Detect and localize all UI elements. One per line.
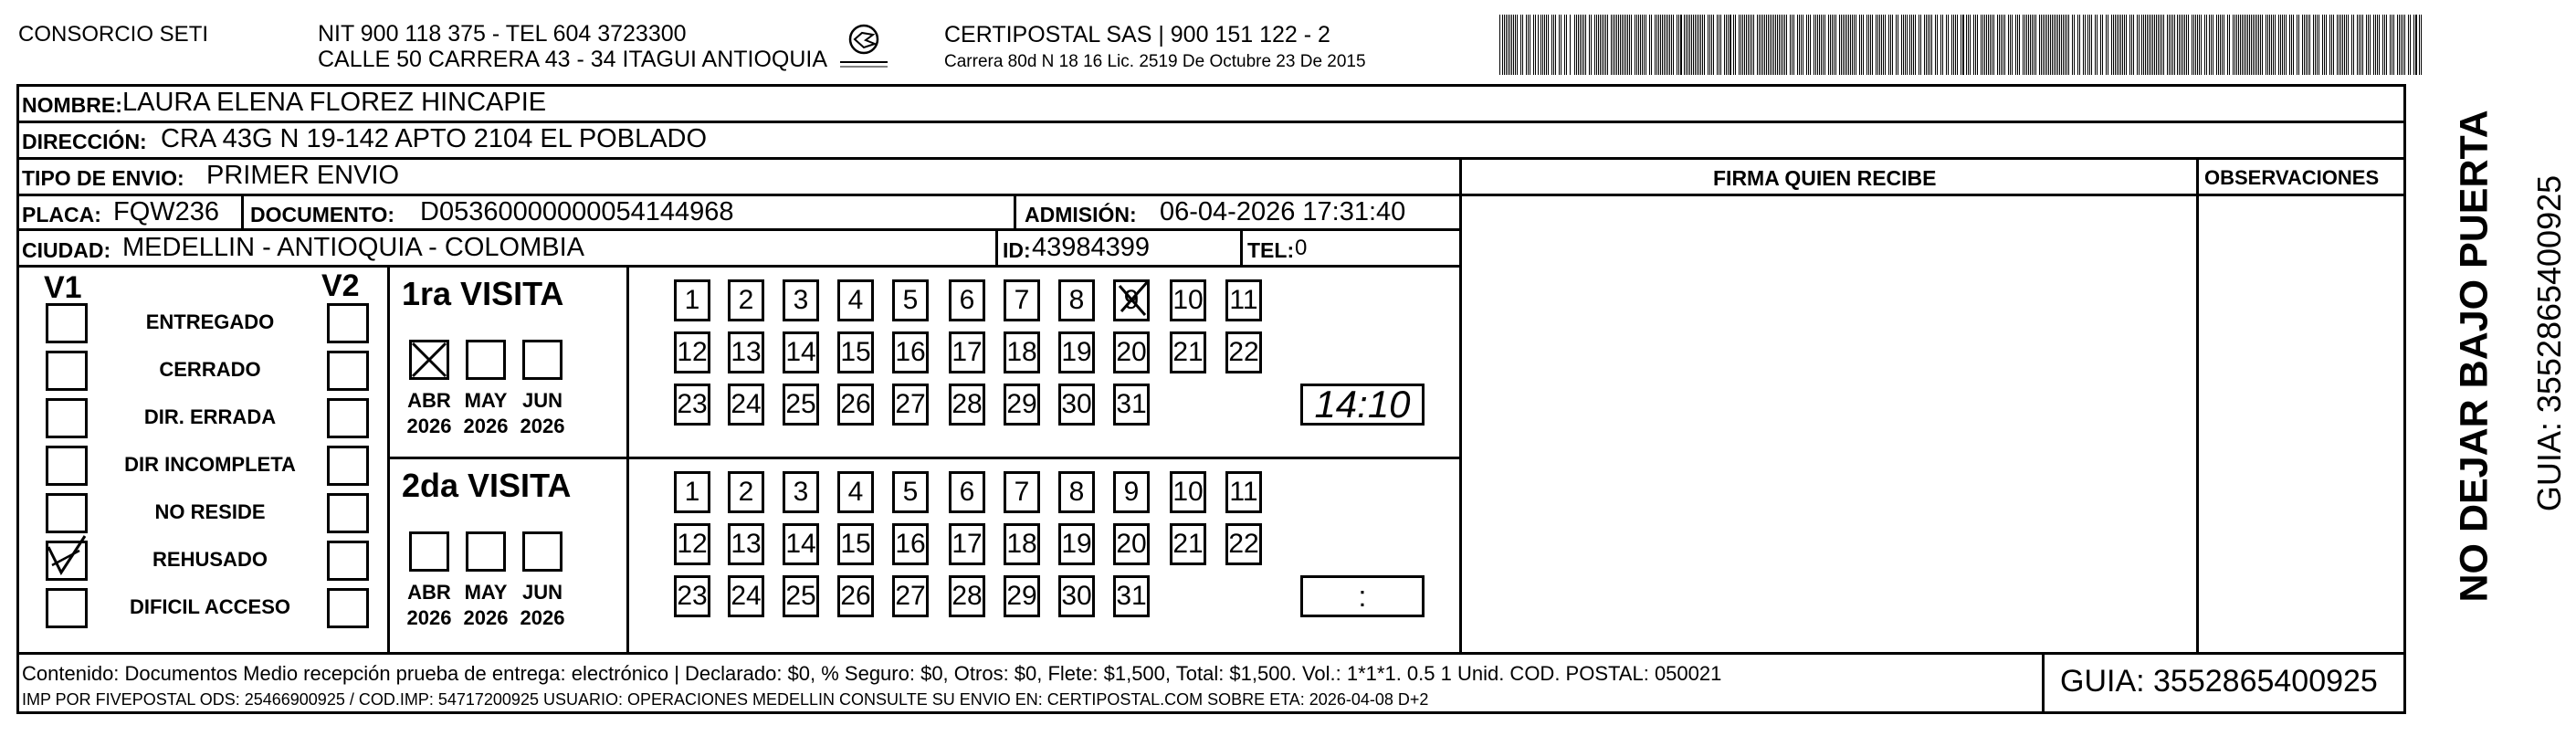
first-day-18[interactable]: 18 — [1004, 331, 1040, 373]
second-day-28[interactable]: 28 — [949, 575, 985, 617]
first-day-11[interactable]: 11 — [1225, 279, 1262, 321]
company-name: CONSORCIO SETI — [18, 22, 209, 47]
month-year-label: 2026 — [520, 415, 565, 437]
status-label-dificil-acceso: DIFICIL ACCESO — [129, 595, 290, 618]
second-day-21[interactable]: 21 — [1170, 523, 1206, 565]
admision-label: ADMISIÓN: — [1025, 203, 1137, 226]
second-day-12[interactable]: 12 — [674, 523, 710, 565]
second-day-30[interactable]: 30 — [1058, 575, 1095, 617]
ciudad-label: CIUDAD: — [22, 238, 111, 262]
first-day-10[interactable]: 10 — [1170, 279, 1206, 321]
second-day-4[interactable]: 4 — [837, 471, 874, 513]
v1-checkbox-no-reside[interactable] — [46, 493, 88, 533]
first-day-17[interactable]: 17 — [949, 331, 985, 373]
second-day-23[interactable]: 23 — [674, 575, 710, 617]
first-day-20[interactable]: 20 — [1113, 331, 1150, 373]
second-visit-month-abr[interactable] — [409, 531, 449, 572]
month-year-label: 2026 — [406, 415, 452, 437]
second-day-8[interactable]: 8 — [1058, 471, 1095, 513]
second-day-22[interactable]: 22 — [1225, 523, 1262, 565]
second-day-15[interactable]: 15 — [837, 523, 874, 565]
v2-checkbox-dir-incompleta[interactable] — [327, 446, 369, 486]
side-guia: GUIA: 3552865400925 — [2530, 174, 2568, 512]
v2-checkbox-cerrado[interactable] — [327, 351, 369, 391]
second-day-26[interactable]: 26 — [837, 575, 874, 617]
second-day-20[interactable]: 20 — [1113, 523, 1150, 565]
month-label-jun: JUN — [521, 581, 563, 604]
first-day-24[interactable]: 24 — [728, 384, 764, 426]
barcode — [1498, 15, 2425, 75]
first-day-2[interactable]: 2 — [728, 279, 764, 321]
first-day-13[interactable]: 13 — [728, 331, 764, 373]
second-day-31[interactable]: 31 — [1113, 575, 1150, 617]
v2-checkbox-no-reside[interactable] — [327, 493, 369, 533]
second-day-1[interactable]: 1 — [674, 471, 710, 513]
second-visit-month-jun[interactable] — [522, 531, 563, 572]
status-label-dir-errada: DIR. ERRADA — [143, 405, 277, 428]
first-day-31[interactable]: 31 — [1113, 384, 1150, 426]
direccion-label: DIRECCIÓN: — [22, 130, 147, 153]
second-day-5[interactable]: 5 — [892, 471, 929, 513]
tipo-envio-label: TIPO DE ENVIO: — [22, 166, 184, 190]
second-day-24[interactable]: 24 — [728, 575, 764, 617]
first-day-15[interactable]: 15 — [837, 331, 874, 373]
month-year-label: 2026 — [520, 606, 565, 629]
ciudad-value: MEDELLIN - ANTIOQUIA - COLOMBIA — [122, 233, 584, 262]
status-label-no-reside: NO RESIDE — [154, 500, 266, 523]
license-line: Carrera 80d N 18 16 Lic. 2519 De Octubre 23 De 2015 — [944, 52, 1366, 71]
second-visit-month-may[interactable] — [466, 531, 506, 572]
id-label: ID: — [1003, 238, 1031, 262]
month-label-abr: ABR — [407, 581, 451, 604]
tipo-envio-value: PRIMER ENVIO — [206, 161, 400, 190]
second-day-3[interactable]: 3 — [783, 471, 819, 513]
status-label-entregado: ENTREGADO — [145, 310, 275, 333]
second-day-18[interactable]: 18 — [1004, 523, 1040, 565]
first-day-21[interactable]: 21 — [1170, 331, 1206, 373]
second-day-29[interactable]: 29 — [1004, 575, 1040, 617]
month-year-label: 2026 — [406, 606, 452, 629]
second-day-17[interactable]: 17 — [949, 523, 985, 565]
tel-label: TEL: — [1247, 238, 1295, 262]
placa-label: PLACA: — [22, 203, 101, 226]
admision-value: 06-04-2026 17:31:40 — [1160, 197, 1406, 226]
first-day-1[interactable]: 1 — [674, 279, 710, 321]
certipostal-logo — [827, 22, 900, 73]
v2-label: V2 — [321, 268, 360, 303]
status-label-cerrado: CERRADO — [159, 358, 261, 381]
v1-checkbox-dificil-acceso[interactable] — [46, 588, 88, 628]
v1-label: V1 — [44, 270, 82, 305]
v2-checkbox-dir-errada[interactable] — [327, 398, 369, 438]
second-visit-title: 2da VISITA — [402, 467, 572, 504]
first-day-5[interactable]: 5 — [892, 279, 929, 321]
second-day-9[interactable]: 9 — [1113, 471, 1150, 513]
observaciones-label: OBSERVACIONES — [2204, 166, 2380, 189]
documento-label: DOCUMENTO: — [250, 203, 395, 226]
second-day-10[interactable]: 10 — [1170, 471, 1206, 513]
v1-checkbox-dir-incompleta[interactable] — [46, 446, 88, 486]
first-day-26[interactable]: 26 — [837, 384, 874, 426]
id-value: 43984399 — [1032, 233, 1151, 262]
footer-line1: Contenido: Documentos Medio recepción prueba de entrega: electrónico | Declarado: $0, % Seguro: $0, Otros: $0, Flete: $1,500, Total: $1,500. Vol.: 1*1*1. 0.5 1 Unid. COD. POSTAL: 050021 — [22, 662, 1722, 685]
first-day-9[interactable]: 9 — [1113, 279, 1150, 321]
v2-checkbox-dificil-acceso[interactable] — [327, 588, 369, 628]
v1-checkbox-cerrado[interactable] — [46, 351, 88, 391]
nombre-value: LAURA ELENA FLOREZ HINCAPIE — [122, 88, 547, 117]
status-label-rehusado: REHUSADO — [152, 548, 268, 571]
first-day-30[interactable]: 30 — [1058, 384, 1095, 426]
status-label-dir-incompleta: DIR INCOMPLETA — [124, 453, 296, 476]
first-day-25[interactable]: 25 — [783, 384, 819, 426]
month-label-may: MAY — [464, 389, 508, 412]
first-day-16[interactable]: 16 — [892, 331, 929, 373]
nit-line: NIT 900 118 375 - TEL 604 3723300 — [318, 21, 687, 47]
first-day-12[interactable]: 12 — [674, 331, 710, 373]
month-year-label: 2026 — [463, 606, 509, 629]
first-day-23[interactable]: 23 — [674, 384, 710, 426]
second-visit-time[interactable]: : — [1300, 575, 1425, 617]
month-label-jun: JUN — [521, 389, 563, 412]
footer-line2: IMP POR FIVEPOSTAL ODS: 25466900925 / COD.IMP: 54717200925 USUARIO: OPERACIONES MEDELLIN CONSULTE SU ENVIO EN: CERTIPOSTAL.COM SOBRE ETA: 2026-04-08 D+2 — [22, 690, 1429, 709]
first-visit-time[interactable]: 14:10 — [1300, 384, 1425, 426]
v2-checkbox-entregado[interactable] — [327, 303, 369, 343]
first-day-8[interactable]: 8 — [1058, 279, 1095, 321]
first-day-19[interactable]: 19 — [1058, 331, 1095, 373]
tel-value: 0 — [1295, 236, 1308, 260]
v1-checkbox-entregado[interactable] — [46, 303, 88, 343]
first-day-7[interactable]: 7 — [1004, 279, 1040, 321]
first-day-4[interactable]: 4 — [837, 279, 874, 321]
second-day-6[interactable]: 6 — [949, 471, 985, 513]
documento-value: D05360000000054144968 — [420, 197, 734, 226]
address-line: CALLE 50 CARRERA 43 - 34 ITAGUI ANTIOQUIA — [318, 47, 828, 72]
second-day-16[interactable]: 16 — [892, 523, 929, 565]
first-visit-month-abr[interactable] — [409, 340, 449, 380]
first-day-3[interactable]: 3 — [783, 279, 819, 321]
first-visit-title: 1ra VISITA — [402, 275, 564, 312]
second-day-13[interactable]: 13 — [728, 523, 764, 565]
second-day-27[interactable]: 27 — [892, 575, 929, 617]
direccion-value: CRA 43G N 19-142 APTO 2104 EL POBLADO — [161, 124, 708, 153]
month-label-may: MAY — [464, 581, 508, 604]
month-year-label: 2026 — [463, 415, 509, 437]
first-day-28[interactable]: 28 — [949, 384, 985, 426]
first-day-27[interactable]: 27 — [892, 384, 929, 426]
second-day-2[interactable]: 2 — [728, 471, 764, 513]
side-text — [2420, 110, 2568, 630]
v1-checkbox-dir-errada[interactable] — [46, 398, 88, 438]
v2-checkbox-rehusado[interactable] — [327, 541, 369, 581]
first-visit-month-may[interactable] — [466, 340, 506, 380]
first-day-14[interactable]: 14 — [783, 331, 819, 373]
second-day-25[interactable]: 25 — [783, 575, 819, 617]
footer-guia: GUIA: 3552865400925 — [2060, 664, 2378, 699]
second-day-7[interactable]: 7 — [1004, 471, 1040, 513]
month-label-abr: ABR — [407, 389, 451, 412]
carrier-line: CERTIPOSTAL SAS | 900 151 122 - 2 — [944, 22, 1330, 47]
nombre-label: NOMBRE: — [22, 93, 122, 117]
firma-label: FIRMA QUIEN RECIBE — [1713, 166, 1937, 190]
placa-value: FQW236 — [113, 197, 220, 226]
first-day-29[interactable]: 29 — [1004, 384, 1040, 426]
first-visit-month-jun[interactable] — [522, 340, 563, 380]
side-notice: NO DEJAR BAJO PUERTA — [2452, 110, 2497, 603]
second-day-11[interactable]: 11 — [1225, 471, 1262, 513]
v1-checkbox-rehusado[interactable] — [46, 541, 88, 581]
first-day-6[interactable]: 6 — [949, 279, 985, 321]
second-day-14[interactable]: 14 — [783, 523, 819, 565]
second-day-19[interactable]: 19 — [1058, 523, 1095, 565]
first-day-22[interactable]: 22 — [1225, 331, 1262, 373]
